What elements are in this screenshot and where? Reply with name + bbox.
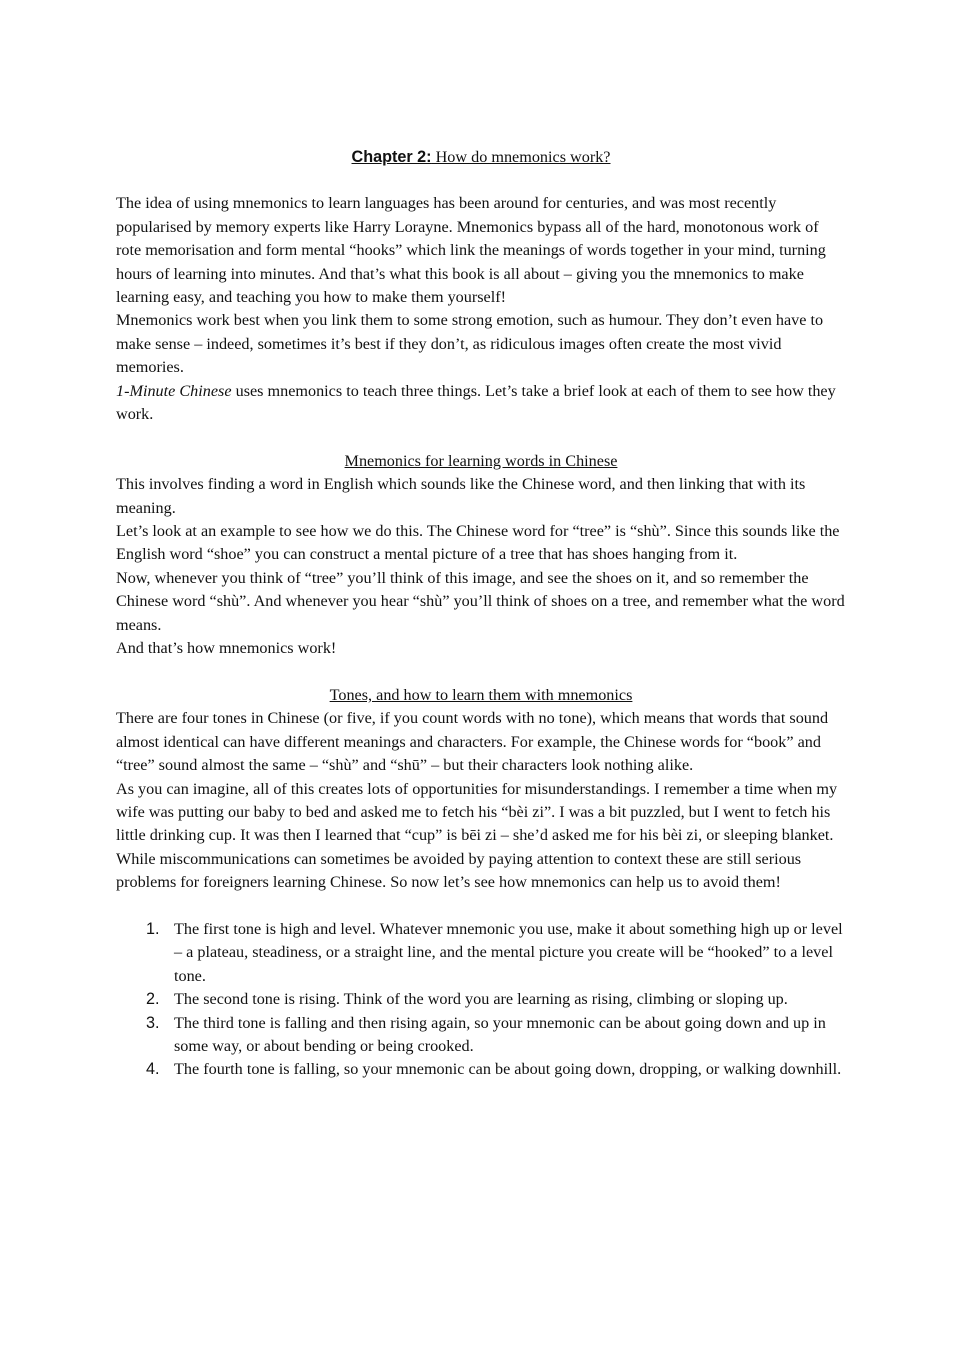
- chapter-title-text: How do mnemonics work?: [431, 148, 611, 166]
- tones-list: [116, 918, 846, 1082]
- page-content: [116, 146, 846, 1082]
- list-item: [116, 1012, 846, 1059]
- intro-paragraph-3: [116, 380, 846, 427]
- tones-paragraph-2: As you can imagine, all of this creates lots of opportunities for misunderstandings. I remember a time when my wife was putting our baby to bed and asked me to fetch his “bèi zi”. I was a bit puzzled, but I went to fetch his little drinking cup. It was then I learned that “cup” is bēi zi – she’d asked me for his bèi zi, or sleeping blanket.: [116, 779, 838, 845]
- intro-paragraph-3-text: uses mnemonics to teach three things. Let’s take a brief look at each of them to see how they work.: [116, 381, 836, 424]
- list-item-text: The fourth tone is falling, so your mnemonic can be about going down, dropping, or walking downhill.: [174, 1060, 842, 1079]
- list-item-text: The second tone is rising. Think of the word you are learning as rising, climbing or sloping up.: [174, 990, 788, 1009]
- intro-paragraph-1: The idea of using mnemonics to learn languages has been around for centuries, and was most recently popularised by memory experts like Harry Lorayne. Mnemonics bypass all of the hard, monotonous work of rote memorisation and form mental “hooks” which link the meanings of words together in your mind, turning hours of learning into minutes. And that’s what this book is all about – giving you the mnemonics to make learning easy, and teaching you how to make them yourself!: [116, 194, 826, 307]
- list-item: [116, 918, 846, 988]
- words-paragraph-1: This involves finding a word in English which sounds like the Chinese word, and then linking that with its meaning.: [116, 475, 806, 517]
- words-paragraph-2: Let’s look at an example to see how we do this. The Chinese word for “tree” is “shù”. Since this sounds like the English word “shoe” you can construct a mental picture of a tree that has shoes hanging from it.: [116, 522, 840, 564]
- book-title-italic: 1-Minute Chinese: [116, 381, 232, 400]
- list-item-number: 4.: [146, 1060, 160, 1079]
- chapter-title: [116, 146, 846, 169]
- list-item: [116, 988, 846, 1011]
- list-item: [116, 1058, 846, 1081]
- words-paragraph-3: Now, whenever you think of “tree” you’ll think of this image, and see the shoes on it, and so remember the Chinese word “shù”. And whenever you hear “shù” you’ll think of shoes on a tree, and remember what the word means.: [116, 568, 845, 634]
- words-paragraph-4: And that’s how mnemonics work!: [116, 639, 337, 658]
- list-item-text: The third tone is falling and then rising again, so your mnemonic can be about going down and up in some way, or about bending or being crooked.: [174, 1013, 826, 1055]
- tones-paragraph-3: While miscommunications can sometimes be avoided by paying attention to context these are still serious problems for foreigners learning Chinese. So now let’s see how mnemonics can help us to avoid them!: [116, 849, 802, 892]
- list-item-text: The first tone is high and level. Whatever mnemonic you use, make it about something high up or level – a plateau, steadiness, or a straight line, and the mental picture you create will be “hooked” to a level tone.: [174, 919, 843, 985]
- list-item-number: 2.: [146, 990, 160, 1009]
- section-heading-tones: Tones, and how to learn them with mnemonics: [329, 685, 633, 704]
- intro-paragraph-2: Mnemonics work best when you link them to some strong emotion, such as humour. They don’t even have to make sense – indeed, sometimes it’s best if they don’t, as ridiculous images often create the most vivid memories.: [116, 311, 824, 377]
- list-item-number: 3.: [146, 1013, 160, 1032]
- list-item-number: 1.: [146, 919, 160, 938]
- chapter-title-lead: Chapter 2:: [351, 148, 432, 166]
- tones-paragraph-1: There are four tones in Chinese (or five, if you count words with no tone), which means that words that sound almost identical can have different meanings and characters. For example, the Chinese words for “book” and “tree” sound almost the same – “shù” and “shū” – but their characters look nothing alike.: [116, 709, 829, 775]
- section-heading-words: Mnemonics for learning words in Chinese: [344, 451, 618, 470]
